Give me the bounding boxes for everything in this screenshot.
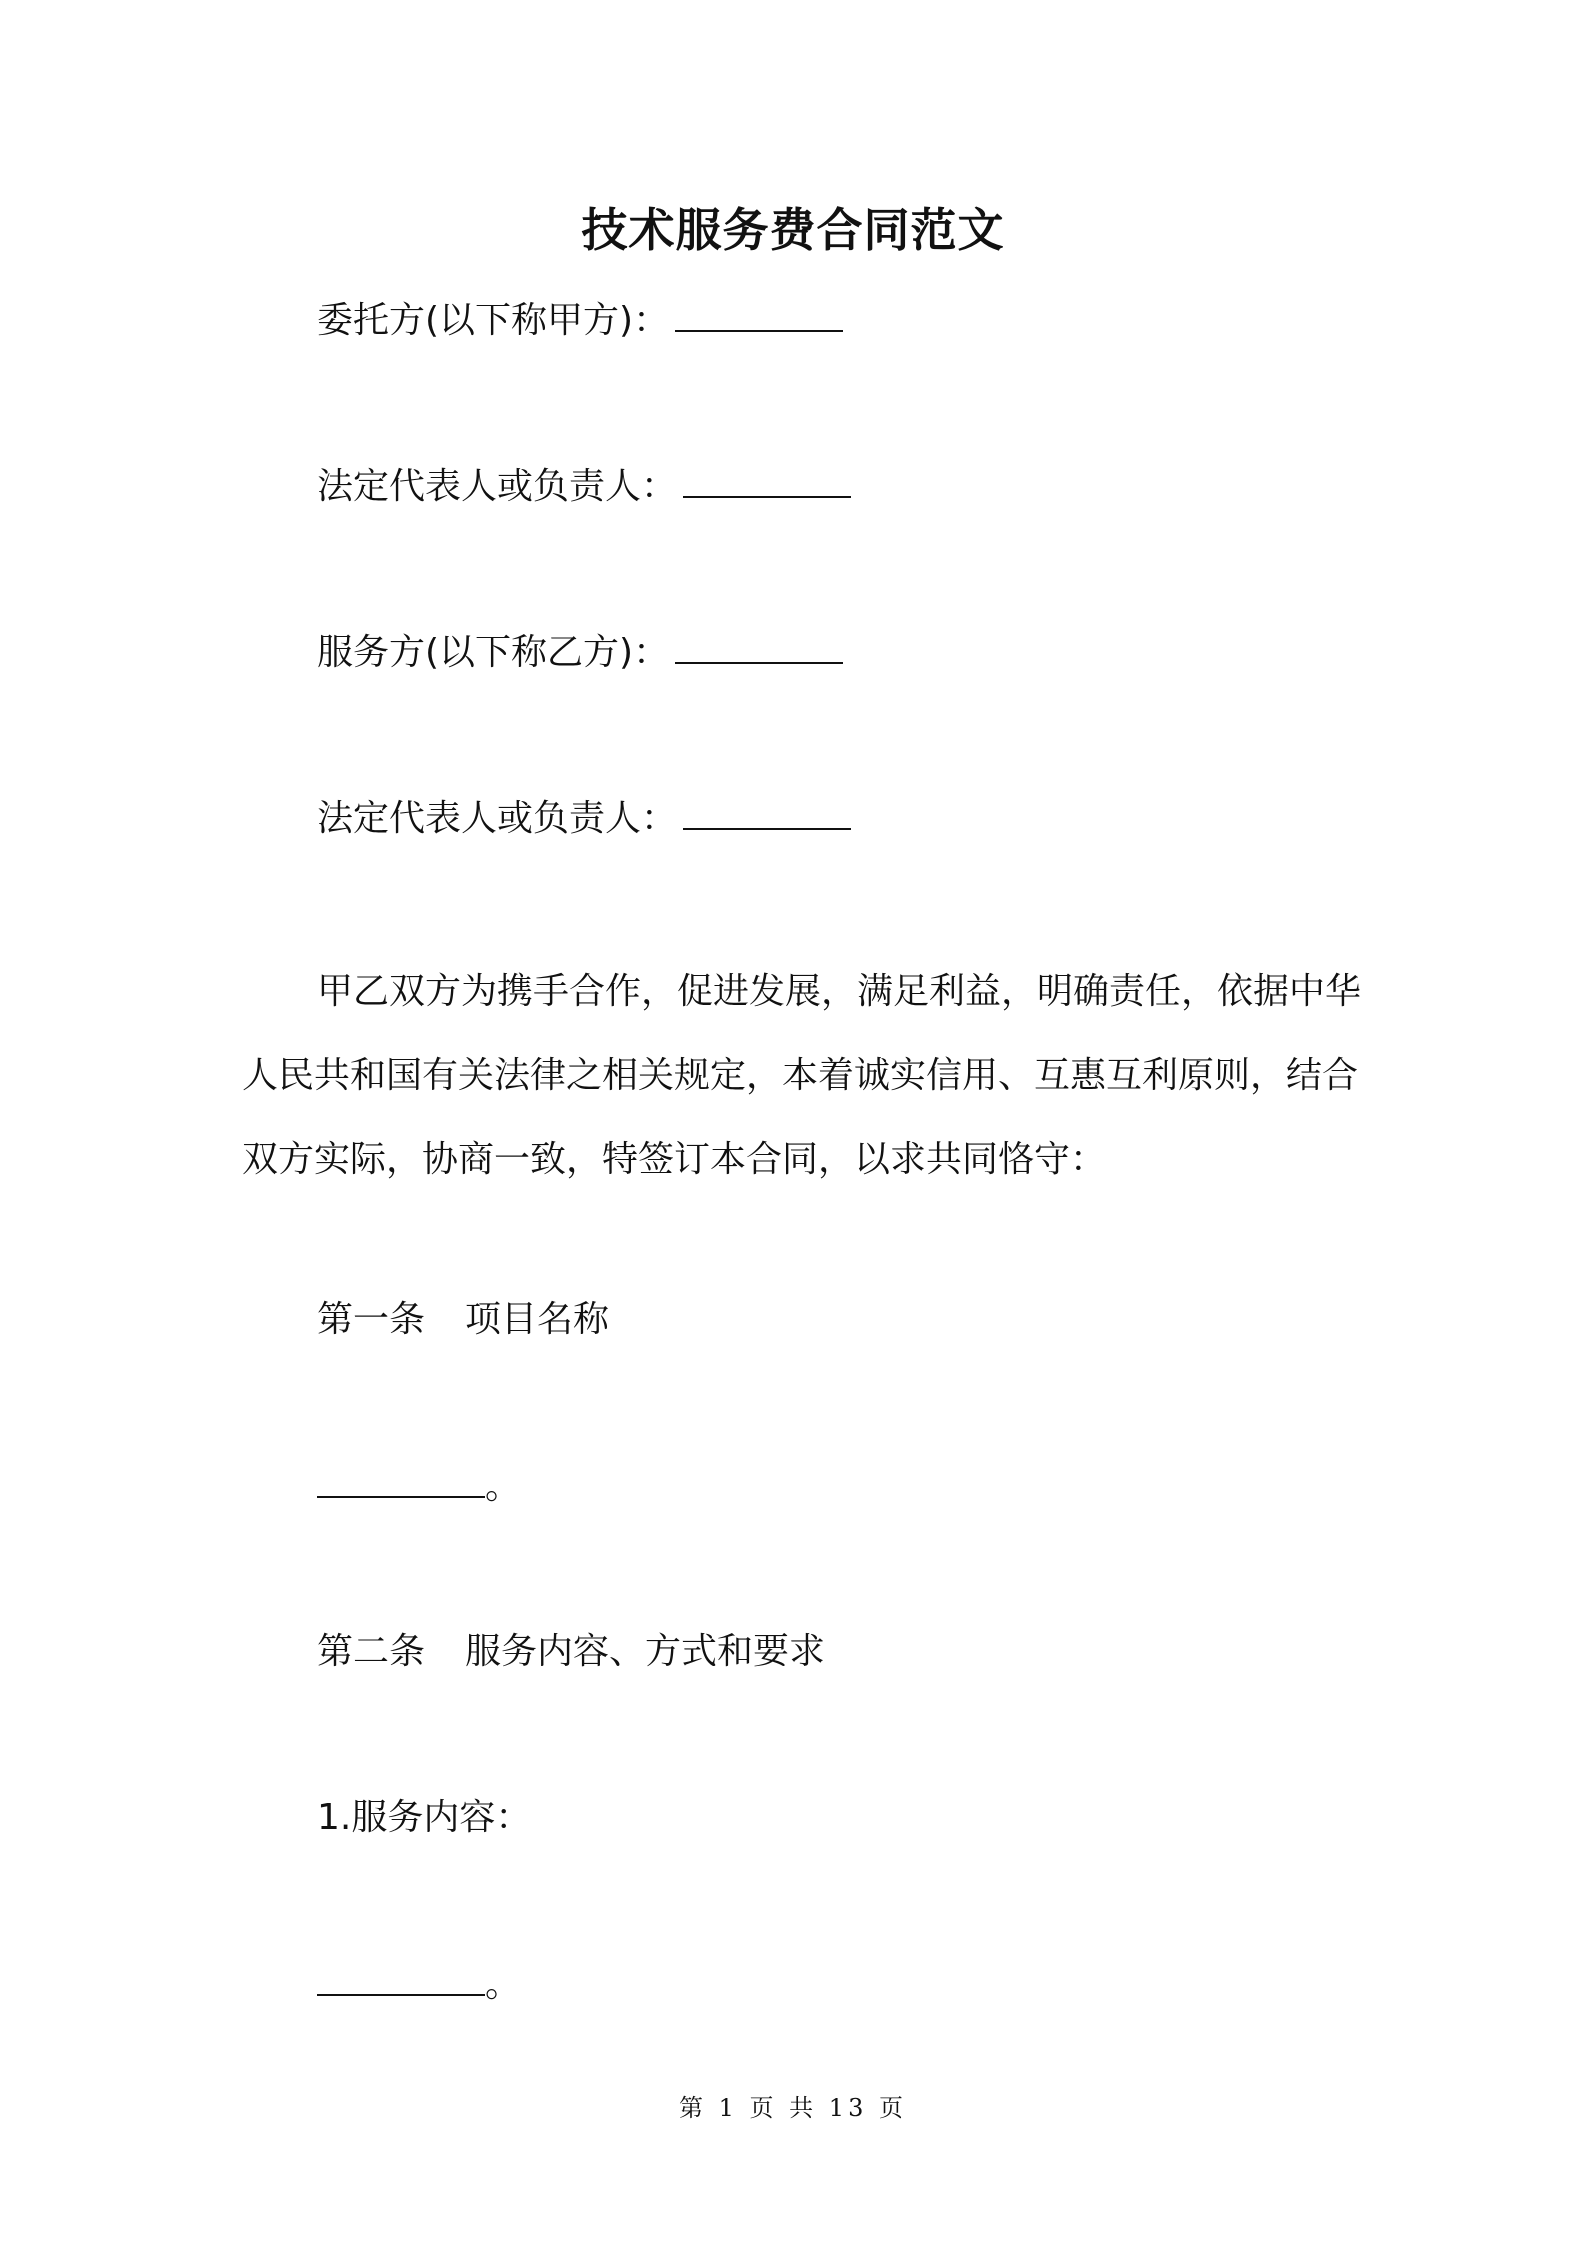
service-content-blank (317, 1960, 485, 1996)
party-b-rep-label: 法定代表人或负责人： (317, 798, 678, 839)
party-b-label: 服务方(以下称乙方)： (317, 632, 670, 673)
article-1-number: 第一条 (317, 1299, 426, 1340)
party-b-line (317, 628, 843, 677)
party-b-rep-line (317, 794, 851, 843)
party-a-rep-blank (683, 462, 851, 498)
article-2-title: 服务内容、方式和要求 (465, 1631, 826, 1672)
project-name-blank (317, 1462, 485, 1498)
document-title: 技术服务费合同范文 (581, 203, 1005, 257)
service-content-label: 1.服务内容： (317, 1797, 532, 1838)
article-1-blank-suffix: 。 (485, 1466, 522, 1507)
page-footer: 第 1 页 共 13 页 (679, 2094, 907, 2122)
party-b-rep-blank (683, 794, 851, 830)
article-1-heading (317, 1296, 609, 1344)
article-1-blank-line (317, 1462, 521, 1511)
article-1-title: 项目名称 (465, 1299, 610, 1340)
party-a-line (317, 296, 843, 345)
party-a-rep-label: 法定代表人或负责人： (317, 466, 678, 507)
party-a-blank (675, 296, 843, 332)
article-2-heading (317, 1628, 825, 1676)
party-a-label: 委托方(以下称甲方)： (317, 300, 670, 341)
party-a-rep-line (317, 462, 851, 511)
party-b-blank (675, 628, 843, 664)
preamble-paragraph: 甲乙双方为携手合作，促进发展，满足利益，明确责任，依据中华人民共和国有关法律之相关规定，本着诚实信用、互惠互利原则，结合双方实际，协商一致，特签订本合同，以求共同恪守： (242, 971, 1362, 1180)
article-2-blank-suffix: 。 (485, 1964, 522, 2005)
service-content-line (317, 1794, 531, 1842)
service-content-blank-line (317, 1960, 521, 2009)
article-2-number: 第二条 (317, 1631, 426, 1672)
